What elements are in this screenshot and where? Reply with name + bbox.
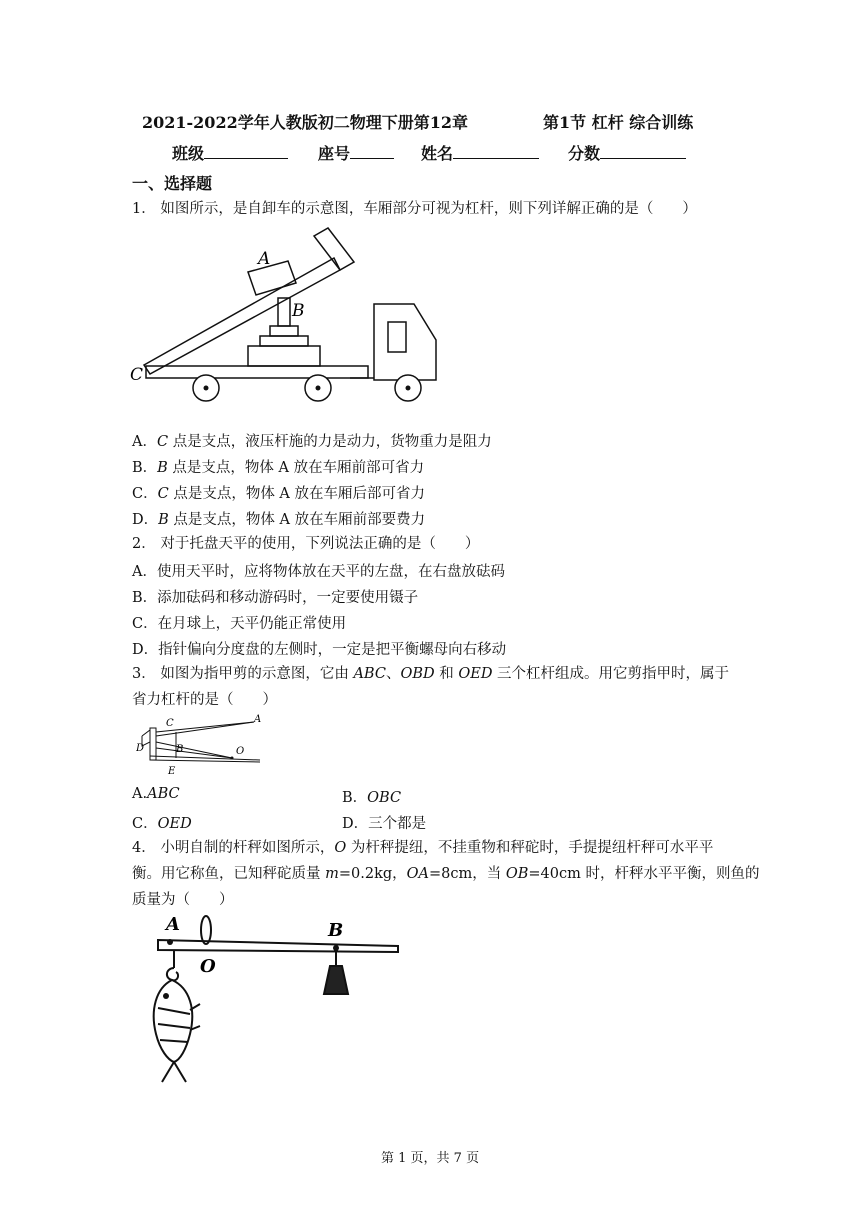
q2-option-c[interactable]: C．在月球上，天平仍能正常使用	[132, 616, 347, 632]
q1-option-c[interactable]: C．C 点是支点，物体 A 放在车厢后部可省力	[132, 486, 426, 502]
page-footer: 第 1 页，共 7 页	[381, 1151, 480, 1166]
seat-field	[318, 141, 394, 164]
label-d: D	[136, 743, 145, 754]
class-blank	[204, 144, 288, 159]
q2-option-a[interactable]: A．使用天平时，应将物体放在天平的左盘，在右盘放砝码	[132, 564, 505, 580]
name-label: 姓名	[421, 144, 454, 163]
question-text: 如图所示，是自卸车的示意图，车厢部分可视为杠杆，则下列详解正确的是（ ）	[160, 201, 697, 217]
label-c: C	[166, 718, 174, 729]
fish	[154, 980, 193, 1062]
label-e: E	[168, 766, 176, 777]
truck-chassis	[146, 366, 368, 378]
question-2	[132, 534, 479, 554]
counterweight	[324, 966, 348, 994]
question-text: 对于托盘天平的使用，下列说法正确的是（ ）	[160, 536, 480, 552]
steelyard-beam	[158, 940, 398, 952]
truck-bed	[144, 258, 340, 374]
class-label: 班级	[172, 144, 205, 163]
name-blank	[453, 144, 539, 159]
question-4: 4． 小明自制的杆秤如图所示，O 为杆秤提纽，不挂重物和秤砣时，手提提纽杆秤可水平平	[132, 840, 714, 856]
label-c: C	[130, 365, 144, 385]
seat-blank	[350, 144, 394, 159]
question-number: 2．	[132, 536, 156, 552]
label-a: A	[254, 714, 262, 725]
q3-option-c[interactable]: C．OED	[132, 816, 192, 832]
q2-option-b[interactable]: B．添加砝码和移动游码时，一定要使用镊子	[132, 590, 419, 606]
score-label: 分数	[568, 144, 601, 163]
label-b: B	[328, 920, 344, 941]
seat-label: 座号	[318, 144, 351, 163]
exam-title-right: 第1节 杠杆 综合训练	[543, 113, 694, 132]
question-4-line2: 衡。用它称鱼，已知秤砣质量 m=0.2kg，OA=8cm，当 OB=40cm 时，杆秤水平平衡，则鱼的	[132, 866, 760, 882]
q1-option-b[interactable]: B．B 点是支点，物体 A 放在车厢前部可省力	[132, 460, 425, 476]
question-3-line2: 省力杠杆的是（ ）	[132, 692, 277, 708]
q3-option-d[interactable]: D．三个都是	[342, 816, 427, 832]
fish-tail	[162, 1062, 186, 1082]
label-b: B	[292, 301, 305, 321]
class-field	[172, 141, 288, 164]
name-field	[421, 141, 539, 164]
question-number: 4．	[132, 840, 156, 856]
dump-truck-figure	[128, 218, 448, 414]
question-number: 1．	[132, 201, 156, 217]
q2-option-d[interactable]: D．指针偏向分度盘的左侧时，一定是把平衡螺母向右移动	[132, 642, 507, 658]
steelyard-figure	[130, 912, 406, 1088]
q3-option-b[interactable]: B．OBC	[342, 790, 402, 806]
label-a: A	[166, 914, 180, 935]
score-blank	[600, 144, 686, 159]
label-o: O	[200, 956, 216, 977]
q3-option-a[interactable]: A.ABC	[132, 786, 180, 802]
cab-window	[388, 322, 406, 352]
exam-title-left: 2021-2022学年人教版初二物理下册第12章	[142, 113, 468, 132]
nail-clipper-figure	[136, 712, 266, 778]
label-b: B	[176, 744, 184, 755]
truck-tailgate	[314, 228, 354, 270]
score-field	[568, 141, 686, 164]
label-a: A	[258, 249, 271, 269]
label-o: O	[236, 746, 245, 757]
question-4-line3: 质量为（ ）	[132, 892, 234, 908]
question-1	[132, 199, 697, 219]
question-3: 3． 如图为指甲剪的示意图，它由 ABC、OBD 和 OED 三个杠杆组成。用它剪指甲时，属于	[132, 666, 730, 682]
hydraulic-base	[248, 346, 320, 366]
q1-option-a[interactable]: A．C 点是支点，液压杆施的力是动力，货物重力是阻力	[132, 434, 492, 450]
hook	[167, 968, 178, 980]
q1-option-d[interactable]: D．B 点是支点，物体 A 放在车厢前部要费力	[132, 512, 426, 528]
lifting-loop	[201, 916, 211, 944]
cargo-box	[248, 261, 296, 295]
question-number: 3．	[132, 666, 156, 682]
truck-cab	[374, 304, 436, 380]
section-title: 一、选择题	[132, 174, 213, 193]
